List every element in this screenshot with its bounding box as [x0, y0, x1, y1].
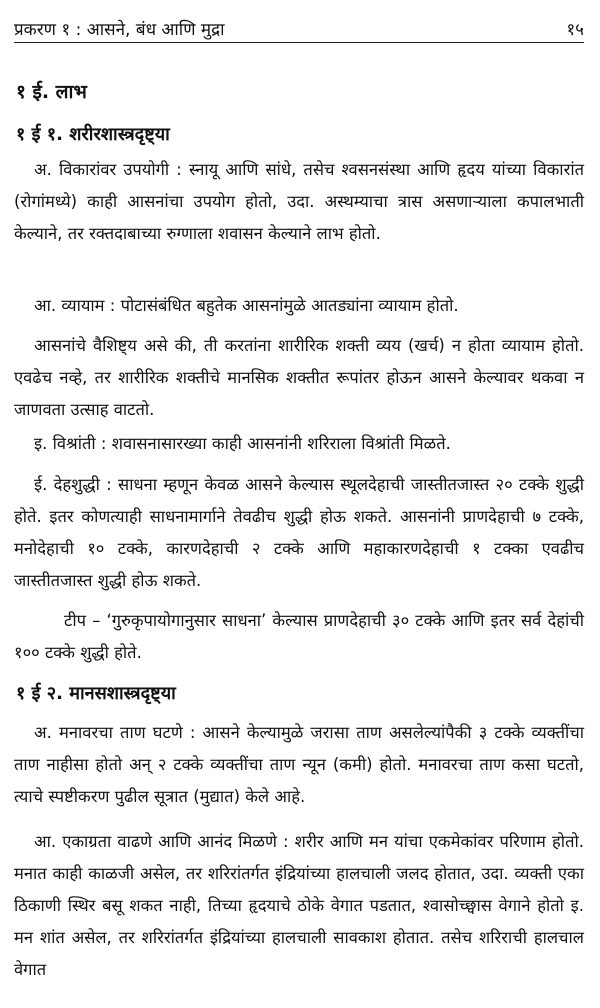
paragraph-stress: अ. मनावरचा ताण घटणे : आसने केल्यामुळे जरासा ताण असलेल्यांपैकी ३ टक्के व्यक्तींचा ताण नाहीसा होतो अन् २ टक्के व्यक्तींचा ताण न्यून (कमी) होतो. मनावरचा ताण कसा घटतो, त्याचे स्पष्टीकरण पुढील सूत्रात (मुद्यात) केले आहे. [14, 723, 584, 806]
section-heading: १ ई. लाभ [16, 81, 87, 103]
paragraph-note: टीप – ‘गुरुकृपायोगानुसार साधना’ केल्यास प्राणदेहाची ३० टक्के आणि इतर सर्व देहांची १०० टक्के शुद्धी होते. [14, 611, 584, 662]
subsection-heading-physiology: १ ई १. शरीरशास्त्रदृष्ट्या [16, 124, 170, 145]
paragraph-purification: ई. देहशुद्धी : साधना म्हणून केवळ आसने केल्यास स्थूलदेहाची जास्तीतजास्त २० टक्के शुद्धी होते. इतर कोणत्याही साधनामार्गाने तेवढीच शुद्धी होऊ शकते. आसनांनी प्राणदेहाची ७ टक्के, मनोदेहाची १० टक्के, कारणदेहाची २ टक्के आणि महाकारणदेहाची १ टक्का एवढीच जास्तीतजास्त शुद्धी होऊ शकते. [14, 475, 584, 590]
subsection-heading-psychology: १ ई २. मानसशास्त्रदृष्ट्या [16, 683, 176, 704]
paragraph-exercise: आ. व्यायाम : पोटासंबंधित बहुतेक आसनांमुळे आतड्यांना व्यायाम होतो. [34, 296, 459, 315]
running-header [14, 14, 584, 43]
paragraph-rest: इ. विश्रांती : शवासनासारख्या काही आसनांनी शरिराला विश्रांती मिळते. [34, 434, 451, 453]
page-number: १५ [566, 19, 584, 40]
chapter-title: प्रकरण १ : आसने, बंध आणि मुद्रा [14, 19, 225, 40]
paragraph-concentration: आ. एकाग्रता वाढणे आणि आनंद मिळणे : शरीर आणि मन यांचा एकमेकांवर परिणाम होतो. मनात काही काळजी असेल, तर शरिरांतर्गत इंद्रियांच्या हालचाली जलद होतात, उदा. व्यक्ती एका ठिकाणी स्थिर बसू शकत नाही, तिच्या हृदयाचे ठोके वेगात पडतात, श्वासोच्छ्वास वेगाने होतो इ. मन शांत असेल, तर शरिरांतर्गत इंद्रियांच्या हालचाली सावकाश होतात. तसेच शरिराची हालचाल वेगात [14, 832, 584, 979]
paragraph-exercise-detail: आसनांचे वैशिष्ट्य असे की, ती करतांना शारीरिक शक्ती व्यय (खर्च) न होता व्यायाम होतो. एवढेच नव्हे, तर शारीरिक शक्तीचे मानसिक शक्तीत रूपांतर होऊन आसने केल्यावर थकवा न जाणवता उत्साह वाटतो. [14, 336, 584, 419]
paragraph-disorders: अ. विकारांवर उपयोगी : स्नायू आणि सांधे, तसेच श्वसनसंस्था आणि हृदय यांच्या विकारांत (रोगांमध्ये) काही आसनांचा उपयोग होतो, उदा. अस्थम्याचा त्रास असणाऱ्याला कपालभाती केल्याने, तर रक्तदाबाच्या रुग्णाला शवासन केल्याने लाभ होतो. [14, 160, 584, 243]
